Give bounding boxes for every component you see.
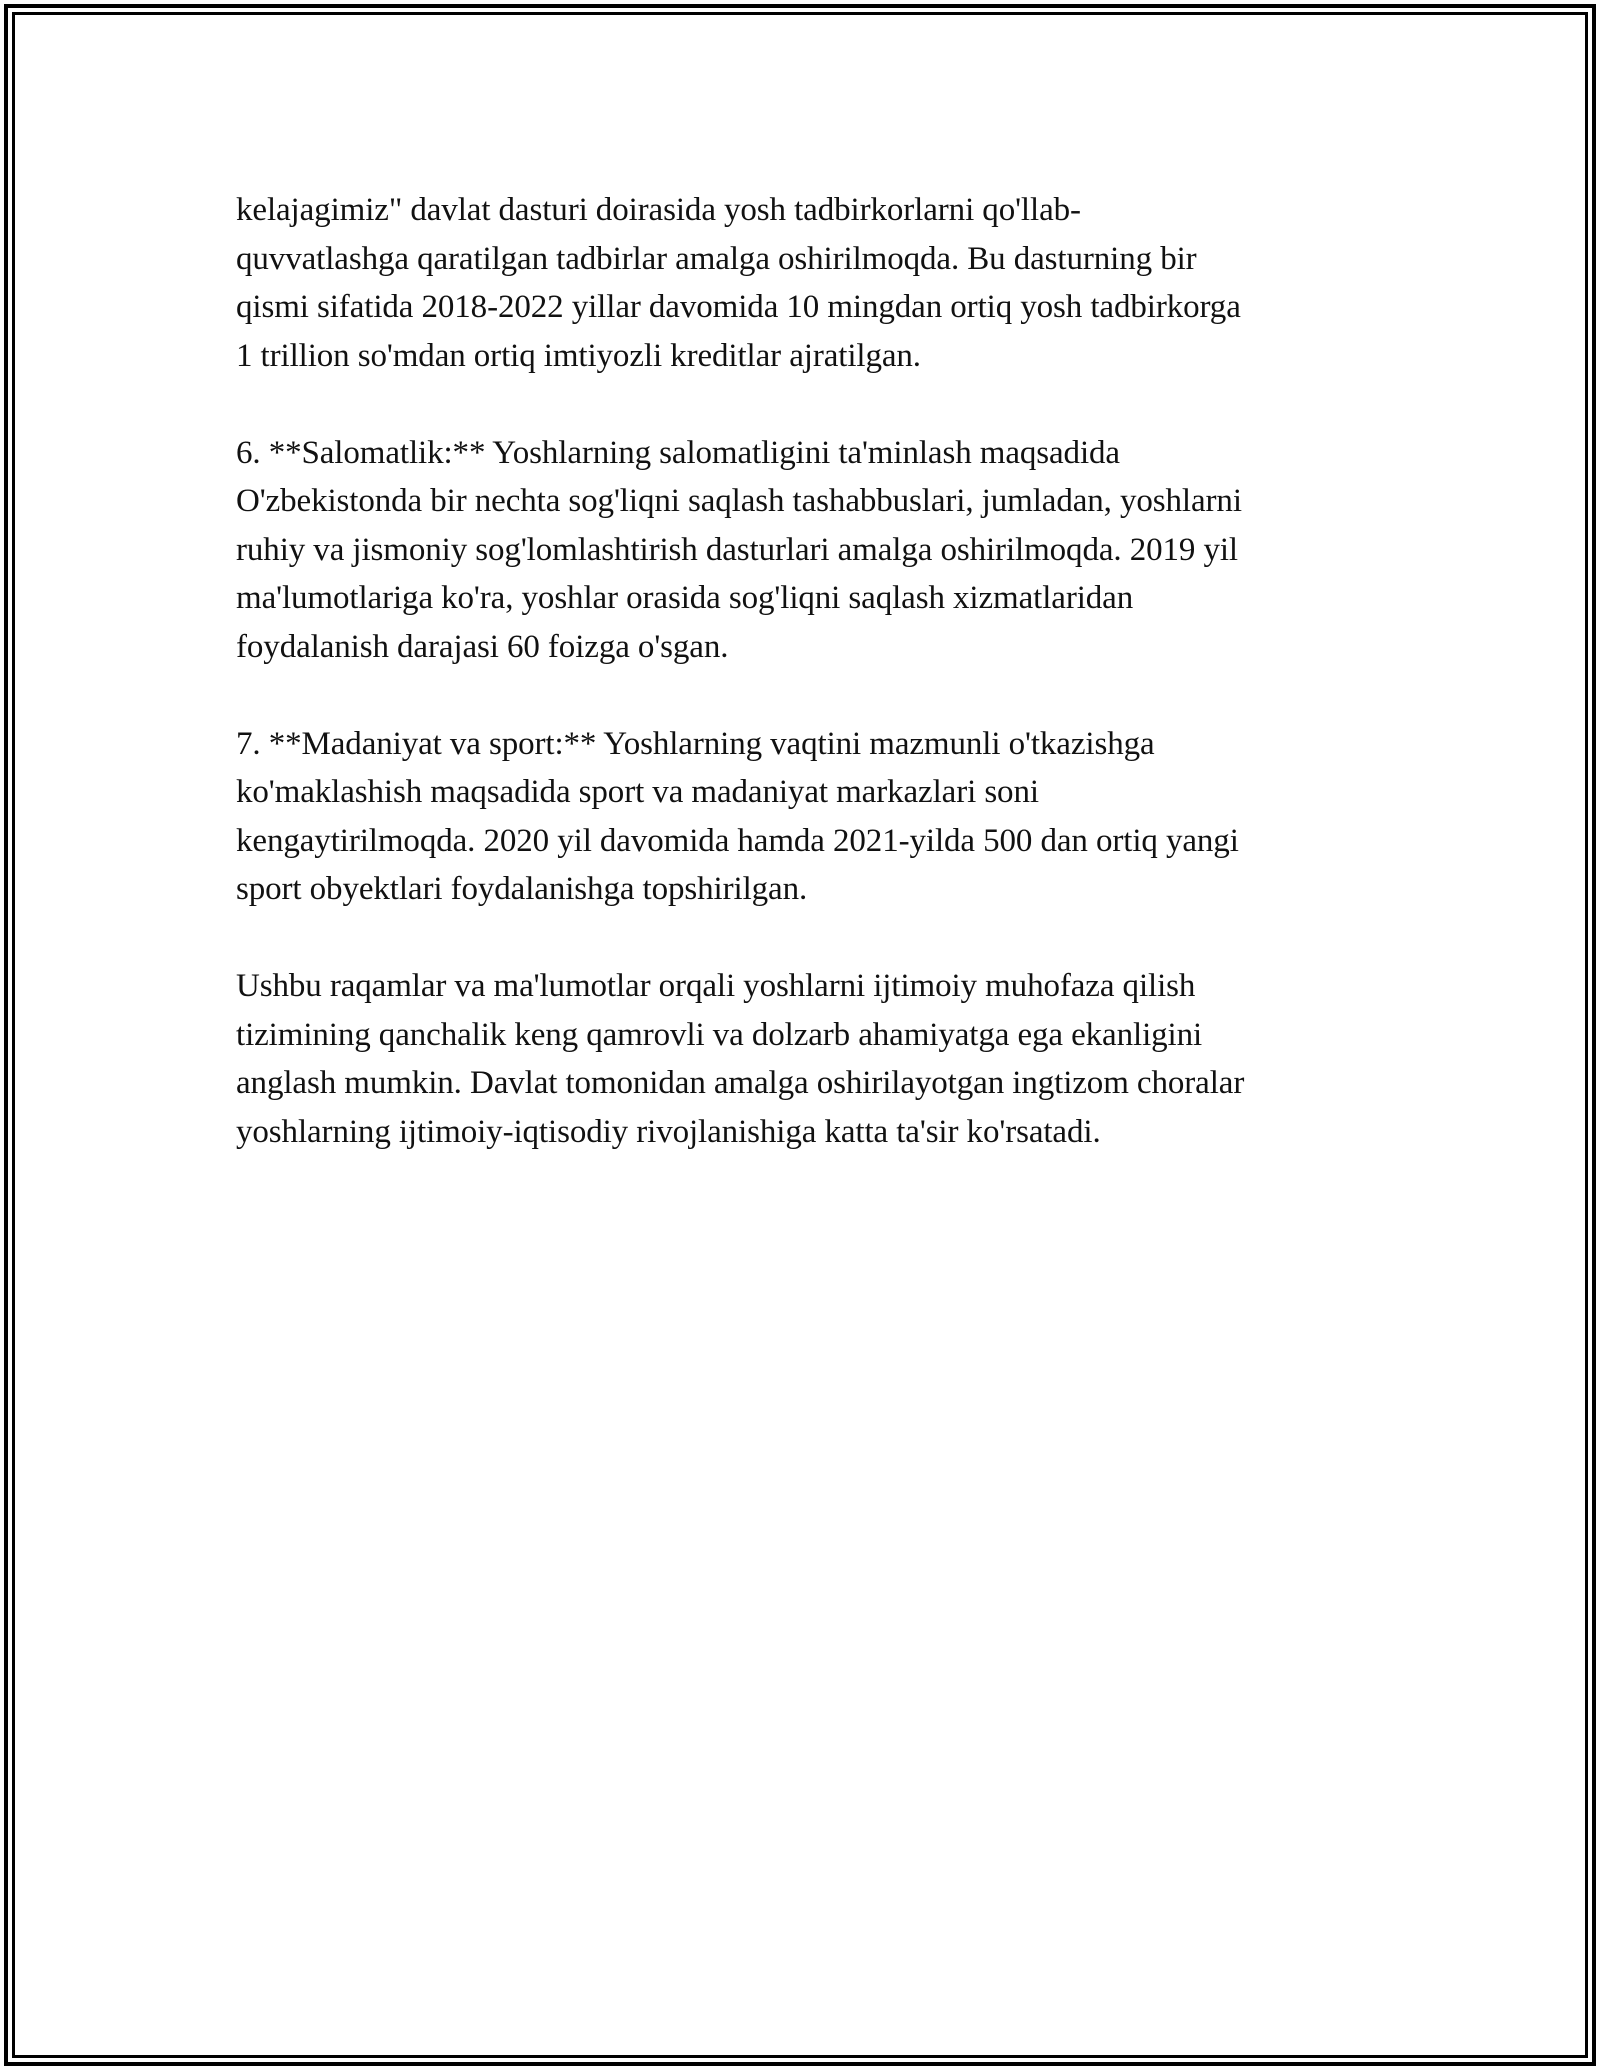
text-line: ruhiy va jismoniy sog'lomlashtirish dasturlari amalga oshirilmoqda. 2019 yil	[236, 531, 1238, 568]
paragraph-culture-sport	[236, 720, 1376, 914]
paragraph-health	[236, 429, 1376, 672]
text-line: foydalanish darajasi 60 foizga o'sgan.	[236, 628, 729, 665]
text-line: anglash mumkin. Davlat tomonidan amalga oshirilayotgan ingtizom choralar	[236, 1065, 1245, 1101]
text-line: kelajagimiz" davlat dasturi doirasida yosh tadbirkorlarni qo'llab-	[236, 192, 1081, 228]
text-line: 7. **Madaniyat va sport:** Yoshlarning vaqtini mazmunli o'tkazishga	[236, 725, 1155, 762]
text-line: tizimining qanchalik keng qamrovli va dolzarb ahamiyatga ega ekanligini	[236, 1016, 1203, 1053]
text-line: O'zbekistonda bir nechta sog'liqni saqlash tashabbuslari, jumladan, yoshlarni	[236, 483, 1242, 519]
text-line: 6. **Salomatlik:** Yoshlarning salomatligini ta'minlash maqsadida	[236, 434, 1120, 471]
text-line: yoshlarning ijtimoiy-iqtisodiy rivojlanishiga katta ta'sir ko'rsatadi.	[236, 1113, 1101, 1150]
text-line: qismi sifatida 2018-2022 yillar davomida 10 mingdan ortiq yosh tadbirkorga	[236, 289, 1241, 325]
text-line: ko'maklashish maqsadida sport va madaniyat markazlari soni	[236, 774, 1039, 810]
text-line: sport obyektlari foydalanishga topshirilgan.	[236, 871, 808, 907]
text-line: quvvatlashga qaratilgan tadbirlar amalga oshirilmoqda. Bu dasturning bir	[236, 240, 1197, 277]
document-body	[236, 186, 1376, 1205]
text-line: Ushbu raqamlar va ma'lumotlar orqali yoshlarni ijtimoiy muhofaza qilish	[236, 968, 1196, 1004]
text-line: 1 trillion so'mdan ortiq imtiyozli kreditlar ajratilgan.	[236, 337, 921, 374]
text-line: ma'lumotlariga ko'ra, yoshlar orasida sog'liqni saqlash xizmatlaridan	[236, 580, 1134, 616]
paragraph-youth-entrepreneurship	[236, 186, 1376, 380]
paragraph-conclusion	[236, 962, 1376, 1156]
text-line: kengaytirilmoqda. 2020 yil davomida hamda 2021-yilda 500 dan ortiq yangi	[236, 822, 1239, 859]
